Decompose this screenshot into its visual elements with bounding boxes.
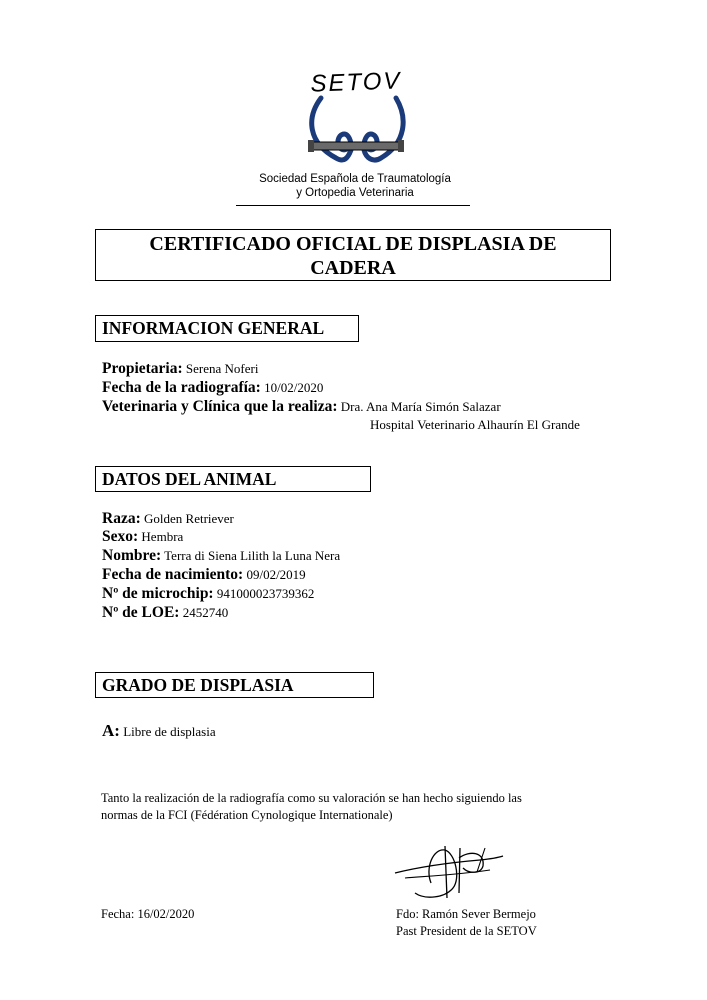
owner-label: Propietaria: — [102, 360, 183, 377]
xray-date-line — [102, 379, 323, 397]
birth-label: Fecha de nacimiento: — [102, 566, 244, 583]
issue-date: Fecha: 16/02/2020 — [101, 907, 195, 921]
certificate-title — [95, 229, 611, 281]
general-info-heading: INFORMACION GENERAL — [95, 315, 359, 342]
logo-acronym: SETOV — [310, 67, 402, 98]
breed-label: Raza: — [102, 510, 141, 527]
animal-name-value: Terra di Siena Lilith la Luna Nera — [164, 548, 341, 563]
grade-label: A: — [102, 721, 120, 740]
signer-name: Fdo: Ramón Sever Bermejo — [396, 907, 536, 921]
handwritten-signature — [385, 838, 515, 908]
note-line1: Tanto la realización de la radiografía como su valoración se han hecho siguiendo las — [101, 791, 522, 805]
xray-date-value: 10/02/2020 — [264, 380, 324, 395]
fci-note — [101, 790, 522, 824]
animal-name-line — [102, 547, 340, 565]
vet-label: Veterinaria y Clínica que la realiza: — [102, 398, 338, 415]
sex-line — [102, 528, 183, 546]
sex-label: Sexo: — [102, 528, 139, 545]
animal-name-label: Nombre: — [102, 547, 162, 564]
logo-name-line1: Sociedad Española de Traumatología — [259, 173, 451, 185]
breed-value: Golden Retriever — [144, 511, 234, 526]
vet-clinic: Hospital Veterinario Alhaurín El Grande — [370, 417, 580, 432]
microchip-line — [102, 585, 314, 603]
vet-line — [102, 398, 501, 416]
owner-line — [102, 360, 258, 378]
animal-data-heading: DATOS DEL ANIMAL — [95, 466, 371, 492]
microchip-value: 941000023739362 — [216, 586, 315, 601]
grade-value: Libre de displasia — [123, 724, 216, 739]
loe-line — [102, 604, 228, 622]
loe-value: 2452740 — [182, 605, 229, 620]
dysplasia-grade-heading: GRADO DE DISPLASIA — [95, 672, 374, 698]
birth-line — [102, 566, 306, 584]
signer-role: Past President de la SETOV — [396, 924, 537, 938]
note-line2: normas de la FCI (Fédération Cynologique Internationale) — [101, 808, 393, 822]
logo-divider — [236, 205, 470, 206]
logo-name-line2: y Ortopedia Veterinaria — [296, 187, 414, 199]
signer-block — [396, 906, 537, 940]
microchip-label: Nº de microchip: — [102, 585, 214, 602]
title-line2: CADERA — [310, 257, 396, 279]
loe-label: Nº de LOE: — [102, 604, 180, 621]
title-line1: CERTIFICADO OFICIAL DE DISPLASIA DE — [149, 233, 557, 255]
vet-name: Dra. Ana María Simón Salazar — [340, 399, 501, 414]
grade-line — [102, 722, 216, 741]
logo-society-name — [240, 172, 470, 200]
xray-date-label: Fecha de la radiografía: — [102, 379, 261, 396]
birth-value: 09/02/2019 — [246, 567, 306, 582]
owner-value: Serena Noferi — [185, 361, 259, 376]
sex-value: Hembra — [141, 529, 184, 544]
breed-line — [102, 510, 234, 528]
